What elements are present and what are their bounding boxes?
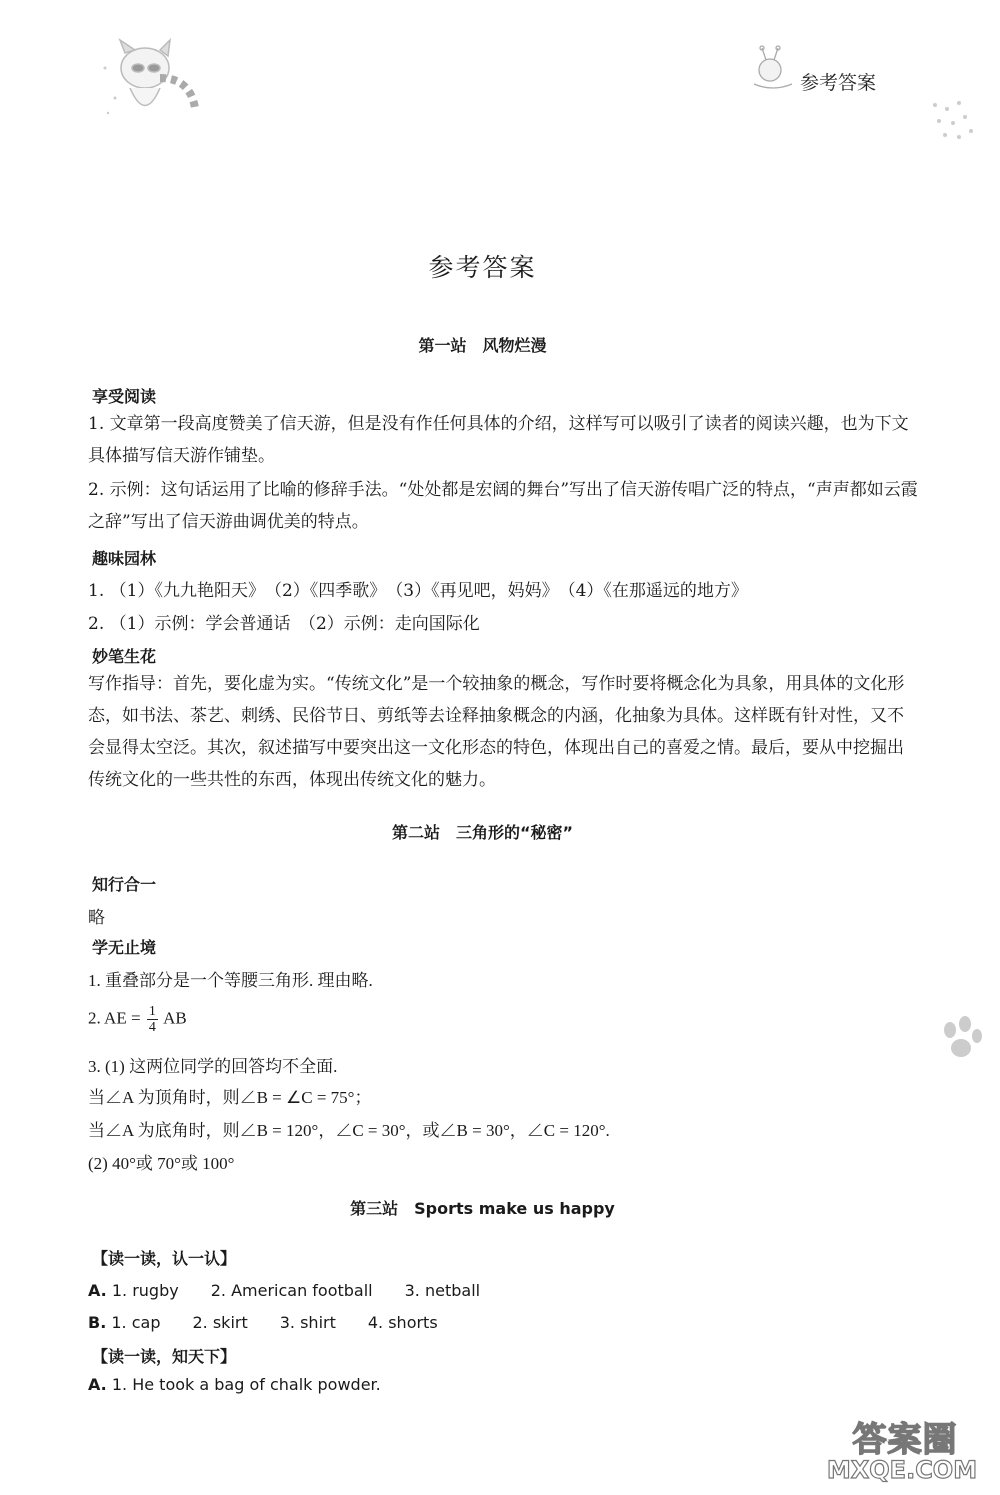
math-answer-3-case1: 当∠A 为顶角时，则∠B = ∠C = 75°；: [88, 1088, 372, 1107]
header-label: 参考答案: [800, 72, 877, 94]
practice-answer: 略: [88, 908, 105, 928]
heading-writing: 妙笔生花: [92, 647, 157, 666]
bee-icon: [748, 40, 798, 90]
heading-garden: 趣味园林: [92, 549, 157, 568]
writing-guidance: 写作指导：首先，要化虚为实。“传统文化”是一个较抽象的概念，写作时要将概念化为具象，用具体的文化形态，如书法、茶艺、刺绣、民俗节日、剪纸等去诠释抽象概念的内涵，化抽象为具体。这样既有针对性，又不会显得太空泛。其次，叙述描写中要突出这一文化形态的特色，体现出自己的喜爱之情。最后，要从中挖掘出传统文化的一些共性的东西，体现出传统文化的魅力。: [88, 674, 905, 790]
english-answer-b: [88, 1310, 438, 1333]
raccoon-illustration: [100, 38, 210, 133]
english-answer-a-text: 1. rugby 2. American football 3. netball: [111, 1281, 481, 1300]
garden-answer-2: 2. （1）示例：学会普通话 （2）示例：走向国际化: [88, 614, 480, 634]
math-answer-3-case2: 当∠A 为底角时，则∠B = 120°，∠C = 30°，或∠B = 30°，∠C = 120°.: [88, 1121, 610, 1140]
reading-answer-1: 1. 文章第一段高度赞美了信天游，但是没有作任何具体的介绍，这样写可以吸引了读者的阅读兴趣，也为下文具体描写信天游作铺垫。: [88, 414, 909, 466]
english-answer-b-text: 1. cap 2. skirt 3. shirt 4. shorts: [111, 1313, 438, 1332]
math-answer-3-part2: (2) 40°或 70°或 100°: [88, 1154, 235, 1173]
label-a: A.: [88, 1281, 107, 1300]
watermark-url: MXQE.COM: [826, 1456, 978, 1484]
garden-answer-1: 1. （1）《九九艳阳天》 （2）《四季歌》 （3）《再见吧，妈妈》 （4）《在那遥远的地方》: [88, 581, 748, 601]
heading-reading: 享受阅读: [92, 387, 157, 406]
math-answer-2-prefix: 2. AE =: [88, 1008, 141, 1028]
label-b: B.: [88, 1313, 107, 1332]
section-title-2: 第二站 三角形的“秘密”: [391, 823, 574, 842]
math-answer-1: 1. 重叠部分是一个等腰三角形. 理由略.: [88, 971, 373, 990]
heading-study: 学无止境: [92, 938, 157, 957]
section-title-1: 第一站 风物烂漫: [418, 336, 547, 355]
math-answer-3: 3. (1) 这两位同学的回答均不全面.: [88, 1057, 338, 1076]
math-answer-2: [88, 1004, 187, 1035]
label-c: A.: [88, 1375, 107, 1394]
fraction: [147, 1004, 158, 1035]
math-answer-2-suffix: AB: [163, 1008, 187, 1028]
heading-read-world: 【读一读，知天下】: [92, 1347, 237, 1366]
dots-decoration: [925, 95, 985, 155]
watermark-logo: 答案圈: [852, 1420, 958, 1460]
reading-answer-2: 2. 示例：这句话运用了比喻的修辞手法。“处处都是宏阔的舞台”写出了信天游传唱广泛的特点，“声声都如云霞之辞”写出了信天游曲调优美的特点。: [88, 480, 918, 532]
heading-read-recognize: 【读一读，认一认】: [92, 1249, 237, 1268]
english-answer-c: [88, 1375, 381, 1394]
paw-decoration: [935, 1010, 990, 1070]
fraction-denominator: 4: [148, 1020, 156, 1035]
fraction-numerator: 1: [148, 1004, 156, 1019]
english-answer-a: [88, 1278, 480, 1301]
page-title: 参考答案: [428, 253, 537, 282]
english-answer-c-text: 1. He took a bag of chalk powder.: [111, 1375, 381, 1394]
section-title-3: 第三站 Sports make us happy: [350, 1199, 615, 1218]
heading-practice: 知行合一: [92, 875, 157, 894]
